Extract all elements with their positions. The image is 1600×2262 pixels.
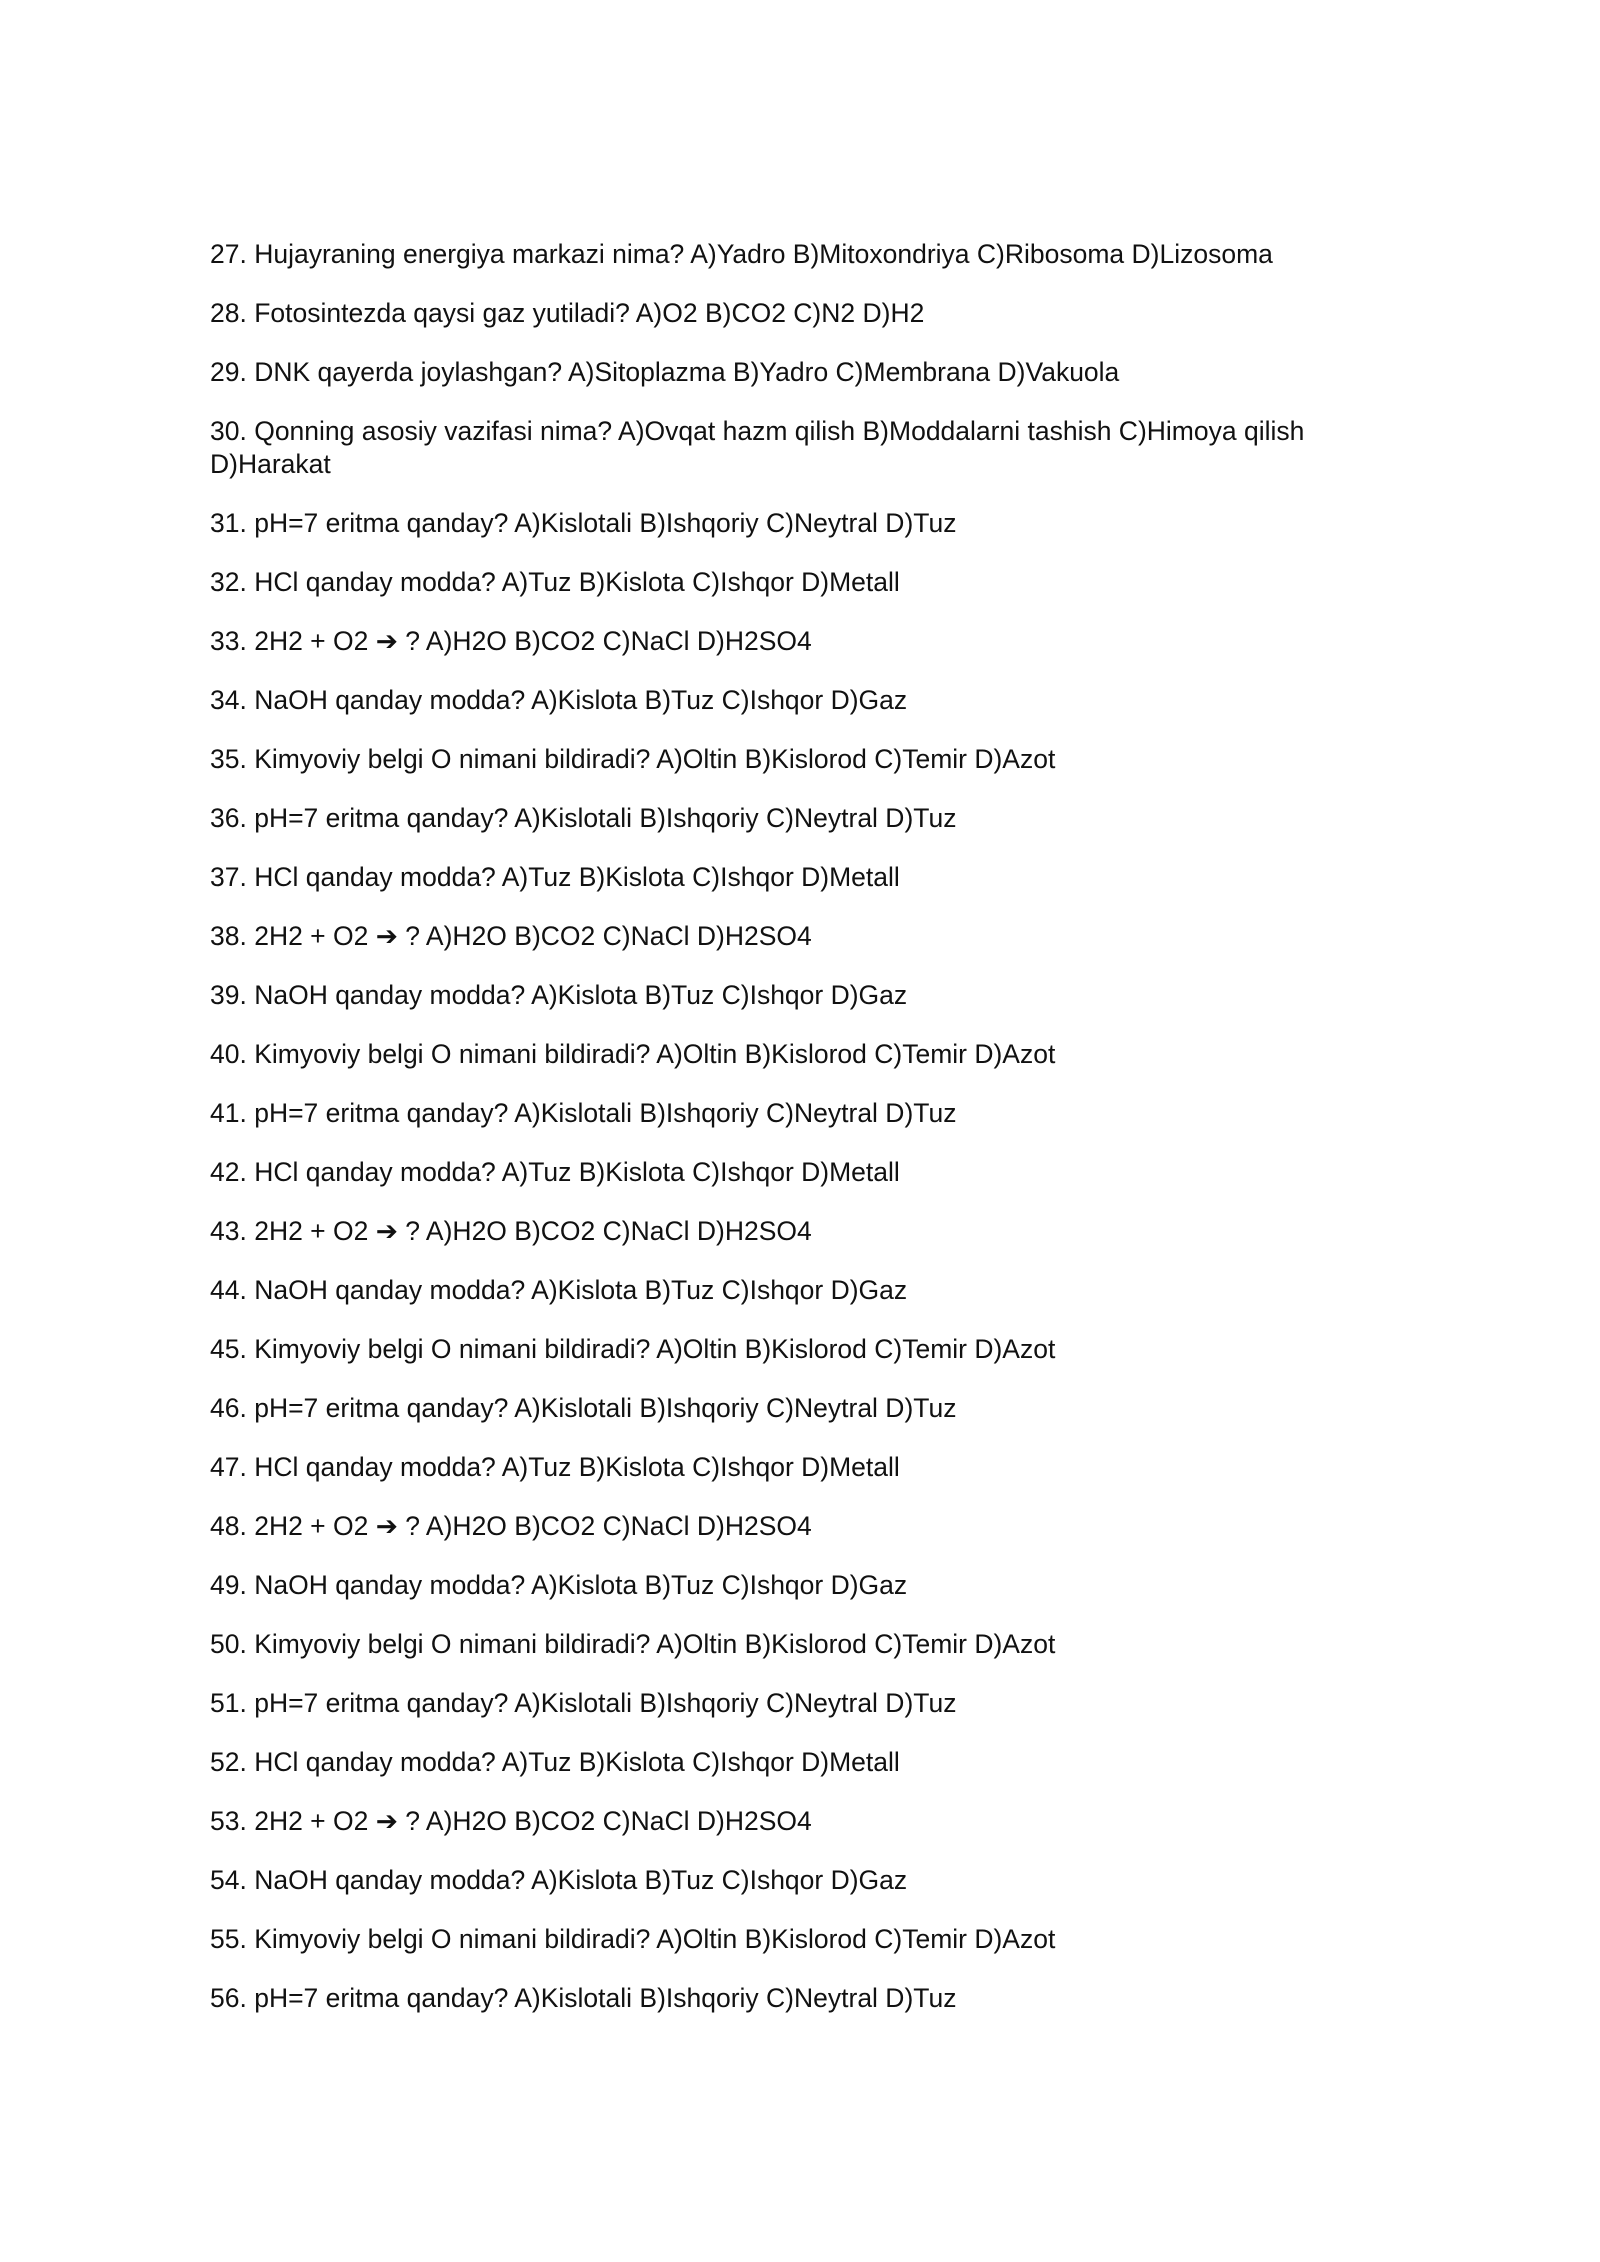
question-item: 45. Kimyoviy belgi O nimani bildiradi? A)Oltin B)Kislorod C)Temir D)Azot bbox=[210, 1334, 1056, 1364]
question-item: 53. 2H2 + O2 ➔ ? A)H2O B)CO2 C)NaCl D)H2SO4 bbox=[210, 1806, 812, 1836]
question-item: 54. NaOH qanday modda? A)Kislota B)Tuz C)Ishqor D)Gaz bbox=[210, 1865, 908, 1895]
question-item: 50. Kimyoviy belgi O nimani bildiradi? A)Oltin B)Kislorod C)Temir D)Azot bbox=[210, 1629, 1056, 1659]
question-item: 38. 2H2 + O2 ➔ ? A)H2O B)CO2 C)NaCl D)H2SO4 bbox=[210, 921, 812, 951]
question-item: 34. NaOH qanday modda? A)Kislota B)Tuz C)Ishqor D)Gaz bbox=[210, 685, 908, 715]
question-item: 55. Kimyoviy belgi O nimani bildiradi? A)Oltin B)Kislorod C)Temir D)Azot bbox=[210, 1924, 1056, 1954]
question-list bbox=[210, 238, 1350, 2041]
question-item: 47. HCl qanday modda? A)Tuz B)Kislota C)Ishqor D)Metall bbox=[210, 1452, 900, 1482]
question-item: 51. pH=7 eritma qanday? A)Kislotali B)Ishqoriy C)Neytral D)Tuz bbox=[210, 1688, 957, 1718]
question-item: 35. Kimyoviy belgi O nimani bildiradi? A)Oltin B)Kislorod C)Temir D)Azot bbox=[210, 744, 1056, 774]
question-item: 49. NaOH qanday modda? A)Kislota B)Tuz C)Ishqor D)Gaz bbox=[210, 1570, 908, 1600]
question-item: 31. pH=7 eritma qanday? A)Kislotali B)Ishqoriy C)Neytral D)Tuz bbox=[210, 508, 957, 538]
question-item: 28. Fotosintezda qaysi gaz yutiladi? A)O2 B)CO2 C)N2 D)H2 bbox=[210, 298, 925, 328]
question-item: 32. HCl qanday modda? A)Tuz B)Kislota C)Ishqor D)Metall bbox=[210, 567, 900, 597]
question-item: 44. NaOH qanday modda? A)Kislota B)Tuz C)Ishqor D)Gaz bbox=[210, 1275, 908, 1305]
question-item: 37. HCl qanday modda? A)Tuz B)Kislota C)Ishqor D)Metall bbox=[210, 862, 900, 892]
question-item: 33. 2H2 + O2 ➔ ? A)H2O B)CO2 C)NaCl D)H2SO4 bbox=[210, 626, 812, 656]
question-item: 56. pH=7 eritma qanday? A)Kislotali B)Ishqoriy C)Neytral D)Tuz bbox=[210, 1983, 957, 2013]
question-item: 48. 2H2 + O2 ➔ ? A)H2O B)CO2 C)NaCl D)H2SO4 bbox=[210, 1511, 812, 1541]
question-item: 52. HCl qanday modda? A)Tuz B)Kislota C)Ishqor D)Metall bbox=[210, 1747, 900, 1777]
question-item: 42. HCl qanday modda? A)Tuz B)Kislota C)Ishqor D)Metall bbox=[210, 1157, 900, 1187]
question-item: 29. DNK qayerda joylashgan? A)Sitoplazma B)Yadro C)Membrana D)Vakuola bbox=[210, 357, 1120, 387]
question-item: 36. pH=7 eritma qanday? A)Kislotali B)Ishqoriy C)Neytral D)Tuz bbox=[210, 803, 957, 833]
question-item: 43. 2H2 + O2 ➔ ? A)H2O B)CO2 C)NaCl D)H2SO4 bbox=[210, 1216, 812, 1246]
question-item: 39. NaOH qanday modda? A)Kislota B)Tuz C)Ishqor D)Gaz bbox=[210, 980, 908, 1010]
question-item: 41. pH=7 eritma qanday? A)Kislotali B)Ishqoriy C)Neytral D)Tuz bbox=[210, 1098, 957, 1128]
question-item: 46. pH=7 eritma qanday? A)Kislotali B)Ishqoriy C)Neytral D)Tuz bbox=[210, 1393, 957, 1423]
question-item: 27. Hujayraning energiya markazi nima? A)Yadro B)Mitoxondriya C)Ribosoma D)Lizosoma bbox=[210, 239, 1273, 269]
question-item: 30. Qonning asosiy vazifasi nima? A)Ovqat hazm qilish B)Moddalarni tashish C)Himoya qilish D)Harakat bbox=[210, 416, 1305, 479]
question-item: 40. Kimyoviy belgi O nimani bildiradi? A)Oltin B)Kislorod C)Temir D)Azot bbox=[210, 1039, 1056, 1069]
